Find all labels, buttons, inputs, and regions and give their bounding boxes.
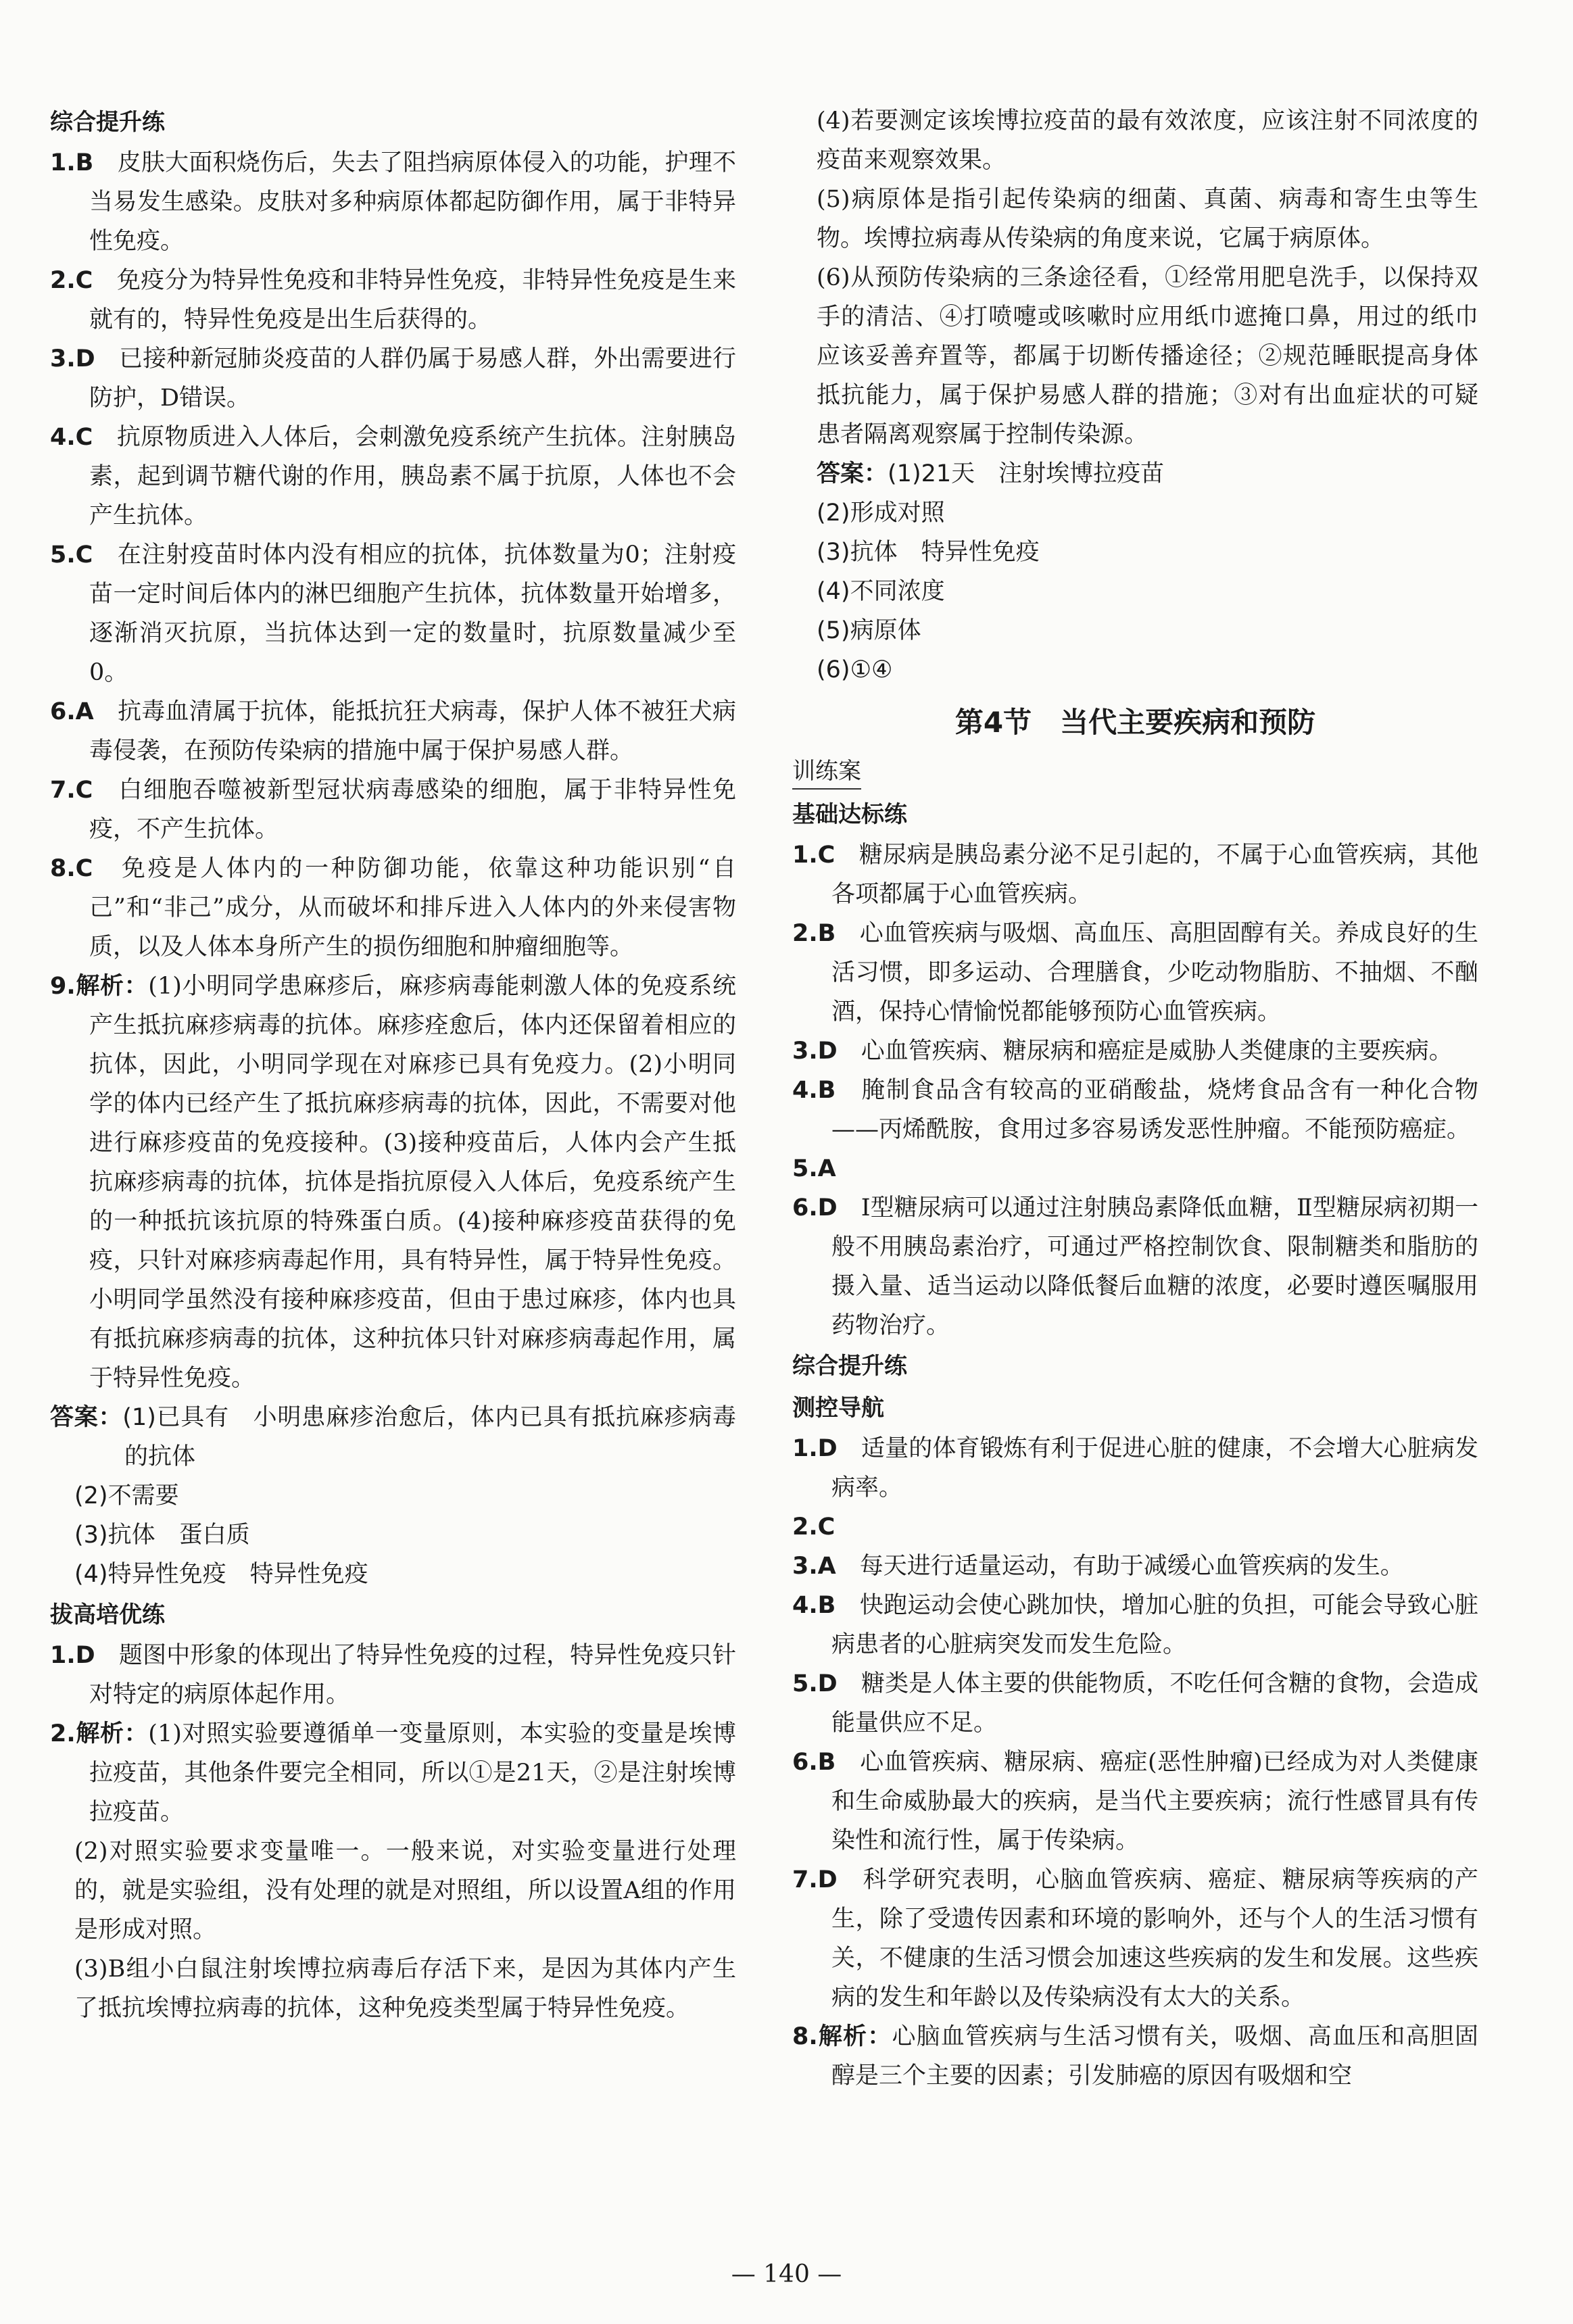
answer-item: 4.C 抗原物质进入人体后，会刺激免疫系统产生抗体。注射胰岛素，起到调节糖代谢的作用，胰岛素不属于抗原，人体也不会产生抗体。 <box>50 424 736 529</box>
answer-item: 2.C 免疫分为特异性免疫和非特异性免疫，非特异性免疫是生来就有的，特异性免疫是出生后获得的。 <box>50 267 736 333</box>
answer-item: 3.A 每天进行适量运动，有助于减缓心血管疾病的发生。 <box>792 1553 1404 1580</box>
explanation-paragraph: (2)对照实验要求变量唯一。一般来说，对实验变量进行处理的，就是实验组，没有处理的就是对照组，所以设置A组的作用是形成对照。 <box>74 1838 736 1943</box>
answer-line: (6)①④ <box>817 656 893 683</box>
section-heading: 综合提升练 <box>50 109 165 136</box>
left-column <box>50 101 736 2028</box>
answer-line: (2)形成对照 <box>817 500 945 527</box>
explanation-item: 8.解析：心脑血管疾病与生活习惯有关，吸烟、高血压和高胆固醇是三个主要的因素；引发肺癌的原因有吸烟和空 <box>792 2023 1478 2089</box>
answer-list <box>50 143 736 967</box>
answer-line: (4)不同浓度 <box>817 578 945 605</box>
answer-item: 2.C <box>792 1514 836 1541</box>
answer-item: 5.D 糖类是人体主要的供能物质，不吃任何含糖的食物，会造成能量供应不足。 <box>792 1670 1478 1737</box>
answer-item: 5.C 在注射疫苗时体内没有相应的抗体，抗体数量为0；注射疫苗一定时间后体内的淋巴细胞产生抗体，抗体数量开始增多，逐渐消灭抗原，当抗体达到一定的数量时，抗原数量减少至0。 <box>50 541 736 686</box>
answer-item: 1.C 糖尿病是胰岛素分泌不足引起的，不属于心血管疾病，其他各项都属于心血管疾病。 <box>792 842 1478 908</box>
answer-item: 3.D 心血管疾病、糖尿病和癌症是威胁人类健康的主要疾病。 <box>792 1038 1453 1065</box>
answer-item: 3.D 已接种新冠肺炎疫苗的人群仍属于易感人群，外出需要进行防护，D错误。 <box>50 345 736 412</box>
answer-item: 1.B 皮肤大面积烧伤后，失去了阻挡病原体侵入的功能，护理不当易发生感染。皮肤对多种病原体都起防御作用，属于非特异性免疫。 <box>50 149 736 255</box>
answer-item: 6.B 心血管疾病、糖尿病、癌症(恶性肿瘤)已经成为对人类健康和生命威胁最大的疾病，是当代主要疾病；流行性感冒具有传染性和流行性，属于传染病。 <box>792 1749 1478 1854</box>
explanation-item: 9.解析：(1)小明同学患麻疹后，麻疹病毒能刺激人体的免疫系统产生抵抗麻疹病毒的抗体。麻疹痊愈后，体内还保留着相应的抗体，因此，小明同学现在对麻疹已具有免疫力。(2)小明同学的体内已经产生了抵抗麻疹病毒的抗体，因此，不需要对他进行麻疹疫苗的免疫接种。(3)接种疫苗后，人体内会产生抵抗麻疹病毒的抗体，抗体是指抗原侵入人体后，免疫系统产生的一种抵抗该抗原的特殊蛋白质。(4)接种麻疹疫苗获得的免疫，只针对麻疹病毒起作用，具有特异性，属于特异性免疫。小明同学虽然没有接种麻疹疫苗，但由于患过麻疹，体内也具有抵抗麻疹病毒的抗体，这种抗体只针对麻疹病毒起作用，属于特异性免疫。 <box>50 972 736 1392</box>
section-heading: 测控导航 <box>792 1395 884 1422</box>
tag-wrapper <box>792 754 1478 794</box>
answer-item: 2.B 心血管疾病与吸烟、高血压、高胆固醇有关。养成良好的生活习惯，即多运动、合理膳食，少吃动物脂肪、不抽烟、不酗酒，保持心情愉悦都能够预防心血管疾病。 <box>792 920 1478 1025</box>
answer-item: 7.D 科学研究表明，心脑血管疾病、癌症、糖尿病等疾病的产生，除了受遗传因素和环境的影响外，还与个人的生活习惯有关，不健康的生活习惯会加速这些疾病的发生和发展。这些疾病的发生和年龄以及传染病没有太大的关系。 <box>792 1866 1478 2011</box>
explanation-paragraph: (5)病原体是指引起传染病的细菌、真菌、病毒和寄生虫等生物。埃博拉病毒从传染病的角度来说，它属于病原体。 <box>817 186 1478 252</box>
training-tag: 训练案 <box>792 754 861 790</box>
answer-item: 6.D Ⅰ型糖尿病可以通过注射胰岛素降低血糖，Ⅱ型糖尿病初期一般不用胰岛素治疗，可通过严格控制饮食、限制糖类和脂肪的摄入量、适当运动以降低餐后血糖的浓度，必要时遵医嘱服用药物治疗。 <box>792 1194 1478 1339</box>
answer-item: 8.C 免疫是人体内的一种防御功能，依靠这种功能识别“自己”和“非己”成分，从而破坏和排斥进入人体内的外来侵害物质，以及人体本身所产生的损伤细胞和肿瘤细胞等。 <box>50 855 736 961</box>
answer-item: 5.A <box>792 1155 836 1182</box>
section-heading: 综合提升练 <box>792 1353 907 1380</box>
answer-block: 答案：(1)21天 注射埃博拉疫苗 <box>817 460 1165 487</box>
answer-item: 1.D 题图中形象的体现出了特异性免疫的过程，特异性免疫只针对特定的病原体起作用。 <box>50 1642 736 1708</box>
section-title: 第4节 当代主要疾病和预防 <box>954 706 1316 739</box>
answer-block: 答案：(1)已具有 小明患麻疹治愈后，体内已具有抵抗麻疹病毒的抗体 <box>50 1404 736 1470</box>
answer-item: 1.D 适量的体育锻炼有利于促进心脏的健康，不会增大心脏病发病率。 <box>792 1435 1478 1501</box>
explanation-paragraph: (3)B组小白鼠注射埃博拉病毒后存活下来，是因为其体内产生了抵抗埃博拉病毒的抗体，这种免疫类型属于特异性免疫。 <box>74 1956 736 2022</box>
section-heading: 拔高培优练 <box>50 1601 165 1628</box>
answer-line: (2)不需要 <box>74 1482 179 1509</box>
answer-item: 4.B 快跑运动会使心跳加快，增加心脏的负担，可能会导致心脏病患者的心脏病突发而发生危险。 <box>792 1592 1478 1658</box>
page-number: — 140 — <box>731 2260 842 2288</box>
explanation-paragraph: (6)从预防传染病的三条途径看，①经常用肥皂洗手，以保持双手的清洁、④打喷嚏或咳嗽时应用纸巾遮掩口鼻，用过的纸巾应该妥善弃置等，都属于切断传播途径；②规范睡眠提高身体抵抗能力，属于保护易感人群的措施；③对有出血症状的可疑患者隔离观察属于控制传染源。 <box>817 264 1478 448</box>
explanation-paragraph: (4)若要测定该埃博拉疫苗的最有效浓度，应该注射不同浓度的疫苗来观察效果。 <box>817 107 1478 174</box>
answer-item: 6.A 抗毒血清属于抗体，能抵抗狂犬病毒，保护人体不被狂犬病毒侵袭，在预防传染病的措施中属于保护易感人群。 <box>50 698 736 765</box>
answer-item: 4.B 腌制食品含有较高的亚硝酸盐，烧烤食品含有一种化合物——丙烯酰胺，食用过多容易诱发恶性肿瘤。不能预防癌症。 <box>792 1077 1478 1143</box>
answer-item: 7.C 白细胞吞噬被新型冠状病毒感染的细胞，属于非特异性免疫，不产生抗体。 <box>50 777 736 843</box>
right-column <box>792 101 1478 2096</box>
answer-line: (5)病原体 <box>817 617 921 644</box>
section-heading: 基础达标练 <box>792 801 907 828</box>
answer-line: (3)抗体 特异性免疫 <box>817 539 1040 566</box>
answer-line: (4)特异性免疫 特异性免疫 <box>74 1561 368 1588</box>
answer-line: (3)抗体 蛋白质 <box>74 1522 250 1549</box>
explanation-item: 2.解析：(1)对照实验要遵循单一变量原则，本实验的变量是埃博拉疫苗，其他条件要完全相同，所以①是21天，②是注射埃博拉疫苗。 <box>50 1720 736 1826</box>
